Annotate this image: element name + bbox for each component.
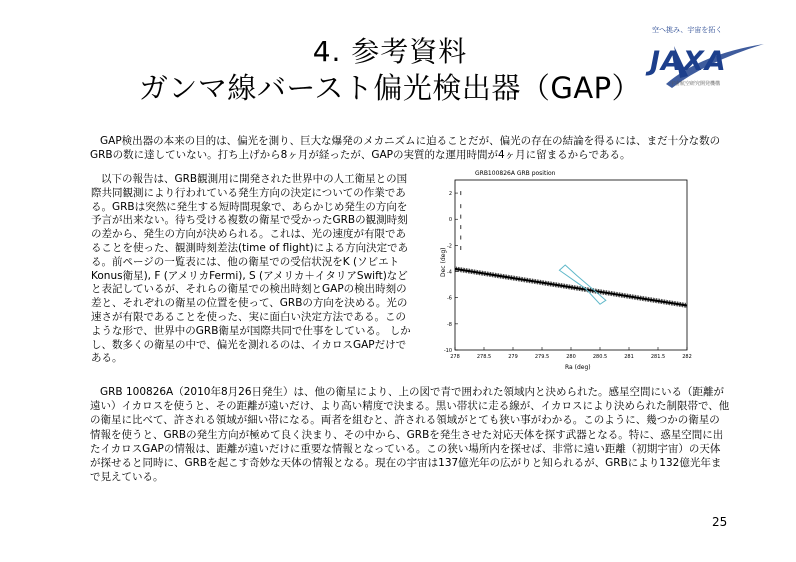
chart-title: GRB100826A GRB position <box>475 170 556 177</box>
result-paragraph: GRB 100826A（2010年8月26日発生）は、他の衛星により、上の図で青で囲われた領域内と決められた。感星空間にいる（距離が遠い）イカロスを使うと、その距離が遠いだけ、より高い精度で決まる。黒い帯状に走る線が、イカロスにより決められた制限帯で、他の衛星に比べて、許される領域が細い帯になる。両者を組むと、許される領域がとても狭い事がわかる。このように、幾つかの衛星の情報を使うと、GRBの発生方向が極めて良く決まり、その中から、GRBを発生させた対応天体を探す武器となる。特に、惑星空間に出たイカロスGAPの情報は、距離が遠いだけに重要な情報となっている。この狭い場所内を探せば、非常に遠い距離（初期宇宙）の天体が探せると同時に、GRBを起こす奇妙な天体の情報となる。現在の宇宙は137億光年の広がりと知られるが、GRBにより132億光年まで見えている。 <box>90 386 730 484</box>
grb-position-chart <box>425 165 715 375</box>
x-tick-label: 280 <box>566 354 576 360</box>
y-tick-label: -2 <box>447 243 452 250</box>
plot-frame <box>455 180 687 350</box>
x-axis-label: Ra (deg) <box>565 364 591 371</box>
logo-wordmark: JAXA <box>650 46 727 77</box>
slide-title-line1: 4. 参考資料 <box>312 35 468 68</box>
intro-paragraph: GAP検出器の本来の目的は、偏光を測り、巨大な爆発のメカニズムに迫ることだが、偏光の存在の結論を得るには、まだ十分な数のGRBの数に達していない。打ち上げから8ヶ月が経ったが、GAPの実質的な運用時間が4ヶ月に留まるからである。 <box>90 135 721 161</box>
x-tick-label: 281 <box>624 354 634 360</box>
logo-tagline: 空へ挑み、宇宙を拓く <box>652 26 723 34</box>
x-tick-label: 282 <box>682 354 692 360</box>
method-paragraph: 以下の報告は、GRB観測用に開発された世界中の人工衛星との国際共同観測により行われている発生方向の決定についての作業である。GRBは突然に発生する短時間現象で、あらかじめ発生の方向を予言が出来ない。待ち受ける複数の衛星で受かったGRBの観測時刻の差から、発生の方向が決められる。これは、光の速度が有限であることを使った、観測時刻差法(time of flight)による方向決定である。前ページの一覧表には、他の衛星での受信状況をK (ソビエトKonus衛星), F (アメリカFermi), S (アメリカ＋イタリアSwift)などと表記しているが、それらの衛星での検出時刻とGAPの検出時刻の差と、それぞれの衛星の位置を使って、GRBの方向を決める。光の速さが有限であることを使った、実に面白い決定方法である。このような形で、世界中のGRB衛星が国際共同で仕事をしている。 しかし、数多くの衛星の中で、偏光を測れるのは、イカロスGAPだけである。 <box>91 173 411 365</box>
y-tick-label: 2 <box>448 191 452 198</box>
logo-subtitle: 宇宙航空研究開発機構 <box>670 81 721 87</box>
slide-title-line2: ガンマ線バースト偏光検出器（GAP） <box>138 71 642 105</box>
y-tick-label: -10 <box>443 348 452 354</box>
band-line <box>455 269 687 306</box>
y-tick-label: 0 <box>448 217 452 224</box>
x-tick-label: 279.5 <box>534 354 550 360</box>
page-number: 25 <box>712 515 728 529</box>
x-axis-ticks <box>450 347 692 360</box>
x-tick-label: 281.5 <box>650 354 666 360</box>
y-tick-label: -6 <box>447 295 452 302</box>
x-tick-label: 278.5 <box>476 354 492 360</box>
x-tick-label: 279 <box>508 354 518 360</box>
x-tick-label: 278 <box>450 354 460 360</box>
x-tick-label: 280.5 <box>592 354 608 360</box>
y-tick-label: -8 <box>447 321 452 328</box>
y-axis-label: Dec (deg) <box>440 247 447 277</box>
ikaros-band <box>455 191 687 308</box>
y-tick-label: -4 <box>447 269 452 276</box>
